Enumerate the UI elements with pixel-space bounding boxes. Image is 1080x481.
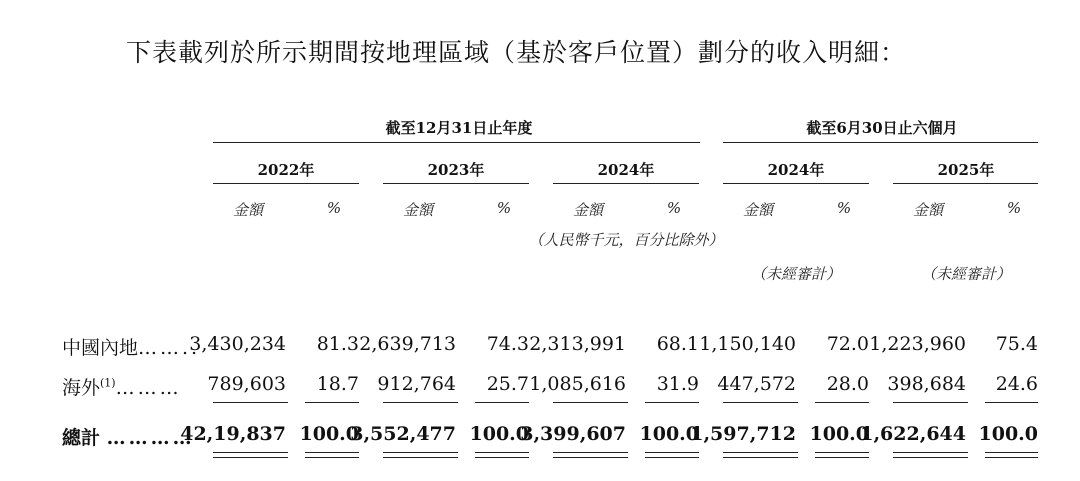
total-double-rule: [985, 452, 1038, 458]
amount-header: 金額: [912, 201, 944, 219]
cell-percent: 24.6: [995, 373, 1038, 395]
cell-percent: 100.0: [809, 423, 869, 445]
subtotal-rule: [305, 402, 359, 403]
unaudited-note: （未經審計）: [920, 265, 1012, 283]
period-header-2023: 2023年: [427, 161, 485, 179]
cell-amount: 398,684: [887, 373, 966, 395]
percent-header: %: [666, 199, 682, 217]
total-double-rule: [383, 452, 458, 458]
cell-percent: 25.7: [486, 373, 529, 395]
amount-header: 金額: [232, 201, 264, 219]
total-double-rule: [645, 452, 699, 458]
cell-amount: 1,597,712: [690, 423, 796, 445]
period-rule: [893, 183, 1038, 184]
cell-amount: 912,764: [377, 373, 456, 395]
cell-percent: 100.0: [299, 423, 359, 445]
cell-amount: 1,085,616: [529, 373, 626, 395]
subtotal-rule: [985, 402, 1038, 403]
subtotal-rule: [383, 402, 458, 403]
cell-amount: 1,223,960: [869, 333, 966, 355]
subtotal-rule: [553, 402, 628, 403]
period-header-2024-h1: 2024年: [767, 161, 825, 179]
row-label: 中國內地……..: [62, 337, 201, 359]
year-group-header: 截至12月31日止年度: [385, 119, 533, 137]
cell-percent: 68.1: [656, 333, 699, 355]
row-label: 海外$^{(1)}$………: [62, 376, 182, 399]
period-header-2022: 2022年: [257, 161, 315, 179]
percent-header: %: [1006, 199, 1022, 217]
cell-amount: 447,572: [717, 373, 796, 395]
period-rule: [213, 183, 359, 184]
period-rule: [383, 183, 529, 184]
period-header-2024: 2024年: [597, 161, 655, 179]
year-group-rule: [213, 142, 700, 143]
percent-header: %: [836, 199, 852, 217]
cell-amount: 1,150,140: [699, 333, 796, 355]
cell-percent: 100.0: [639, 423, 699, 445]
amount-header: 金額: [572, 201, 604, 219]
cell-amount: 1,622,644: [860, 423, 966, 445]
cell-percent: 28.0: [826, 373, 869, 395]
total-double-rule: [475, 452, 529, 458]
cell-percent: 100.0: [469, 423, 529, 445]
period-rule: [553, 183, 699, 184]
subtotal-rule: [815, 402, 869, 403]
period-header-2025-h1: 2025年: [937, 161, 995, 179]
subtotal-rule: [723, 402, 798, 403]
total-double-rule: [723, 452, 798, 458]
period-rule: [723, 183, 869, 184]
total-double-rule: [893, 452, 968, 458]
cell-percent: 72.0: [826, 333, 869, 355]
cell-amount: 2,639,713: [359, 333, 456, 355]
cell-percent: 31.9: [656, 373, 699, 395]
subtotal-rule: [213, 402, 288, 403]
total-double-rule: [553, 452, 628, 458]
half-group-rule: [723, 142, 1038, 143]
unaudited-note: （未經審計）: [750, 265, 842, 283]
amount-header: 金額: [742, 201, 774, 219]
cell-percent: 75.4: [995, 333, 1038, 355]
percent-header: %: [326, 199, 342, 217]
total-double-rule: [815, 452, 869, 458]
cell-percent: 100.0: [978, 423, 1038, 445]
cell-percent: 18.7: [316, 373, 359, 395]
unit-note: （人民幣千元，百分比除外）: [528, 231, 724, 249]
intro-text: 下表載列於所示期間按地理區域（基於客戶位置）劃分的收入明細：: [126, 38, 907, 67]
cell-percent: 74.3: [486, 333, 529, 355]
cell-amount: 3,399,607: [520, 423, 626, 445]
subtotal-rule: [645, 402, 699, 403]
cell-amount: 3,552,477: [350, 423, 456, 445]
cell-amount: 789,603: [207, 373, 286, 395]
cell-amount: 42,19,837: [180, 423, 286, 445]
subtotal-rule: [475, 402, 529, 403]
subtotal-rule: [893, 402, 968, 403]
half-group-header: 截至6月30日止六個月: [806, 119, 958, 137]
percent-header: %: [496, 199, 512, 217]
cell-percent: 81.3: [316, 333, 359, 355]
total-double-rule: [213, 452, 288, 458]
cell-amount: 2,313,991: [529, 333, 626, 355]
total-double-rule: [305, 452, 359, 458]
cell-amount: 3,430,234: [189, 333, 286, 355]
row-label: 總計 …………: [62, 427, 195, 449]
amount-header: 金額: [402, 201, 434, 219]
